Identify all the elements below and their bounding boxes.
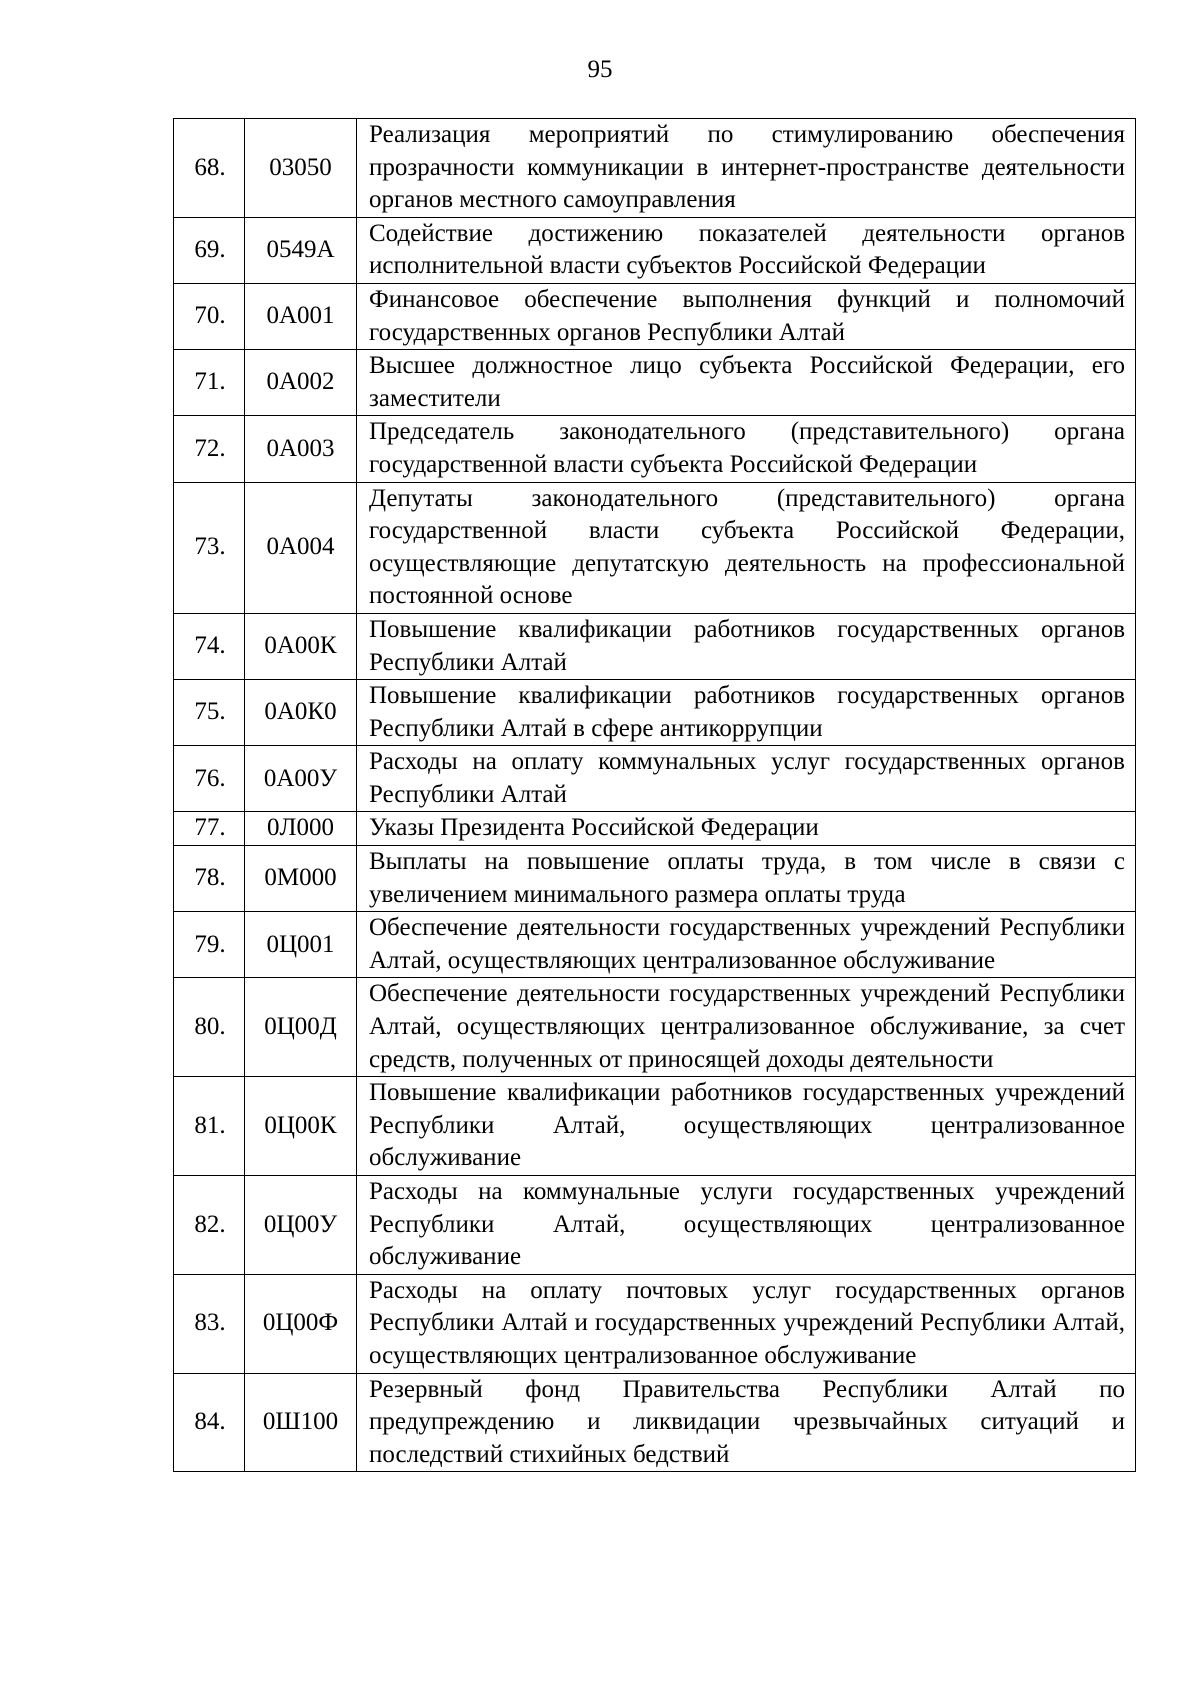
codes-table: [173, 118, 1136, 1472]
table-row: [174, 978, 1136, 1077]
row-code: 0А001: [245, 283, 357, 349]
row-description: Расходы на оплату коммунальных услуг государственных органов Республики Алтай: [357, 746, 1136, 812]
row-description: Расходы на коммунальные услуги государственных учреждений Республики Алтай, осуществляющих централизованное обслуживание: [357, 1176, 1136, 1275]
row-description: Финансовое обеспечение выполнения функций и полномочий государственных органов Республики Алтай: [357, 283, 1136, 349]
row-number: 79.: [174, 912, 245, 978]
row-code: 0Ц00К: [245, 1077, 357, 1176]
page-number: 95: [587, 56, 613, 83]
row-description: Председатель законодательного (представительного) органа государственной власти субъекта Российской Федерации: [357, 416, 1136, 482]
table-row: [174, 1373, 1136, 1472]
row-description: Обеспечение деятельности государственных учреждений Республики Алтай, осуществляющих централизованное обслуживание, за счет средств, полученных от приносящей доходы деятельности: [357, 978, 1136, 1077]
row-code: 0Л000: [245, 812, 357, 846]
row-number: 81.: [174, 1077, 245, 1176]
row-description: Повышение квалификации работников государственных органов Республики Алтай в сфере антикоррупции: [357, 680, 1136, 746]
row-code: 0А004: [245, 482, 357, 613]
row-number: 76.: [174, 746, 245, 812]
table-row: [174, 1176, 1136, 1275]
row-code: 0Ц00Д: [245, 978, 357, 1077]
row-description: Высшее должностное лицо субъекта Российской Федерации, его заместители: [357, 350, 1136, 416]
table-row: [174, 812, 1136, 846]
row-number: 70.: [174, 283, 245, 349]
row-code: 0А00У: [245, 746, 357, 812]
row-number: 82.: [174, 1176, 245, 1275]
row-description: Указы Президента Российской Федерации: [357, 812, 1136, 846]
table-row: [174, 416, 1136, 482]
table-row: [174, 846, 1136, 912]
row-code: 0М000: [245, 846, 357, 912]
row-number: 83.: [174, 1274, 245, 1373]
row-number: 75.: [174, 680, 245, 746]
row-code: 0А00К: [245, 613, 357, 679]
row-code: 03050: [245, 119, 357, 218]
table-row: [174, 217, 1136, 283]
row-number: 71.: [174, 350, 245, 416]
table-row: [174, 680, 1136, 746]
table-row: [174, 1274, 1136, 1373]
row-code: 0Ш100: [245, 1373, 357, 1472]
row-number: 80.: [174, 978, 245, 1077]
row-code: 0А003: [245, 416, 357, 482]
row-code: 0Ц00У: [245, 1176, 357, 1275]
row-code: 0Ц00Ф: [245, 1274, 357, 1373]
row-description: Содействие достижению показателей деятельности органов исполнительной власти субъектов Российской Федерации: [357, 217, 1136, 283]
row-number: 74.: [174, 613, 245, 679]
row-number: 77.: [174, 812, 245, 846]
row-description: Резервный фонд Правительства Республики Алтай по предупреждению и ликвидации чрезвычайных ситуаций и последствий стихийных бедствий: [357, 1373, 1136, 1472]
row-description: Депутаты законодательного (представительного) органа государственной власти субъекта Российской Федерации, осуществляющие депутатскую деятельность на профессиональной постоянной основе: [357, 482, 1136, 613]
row-code: 0А0К0: [245, 680, 357, 746]
row-code: 0А002: [245, 350, 357, 416]
table-row: [174, 613, 1136, 679]
table-row: [174, 746, 1136, 812]
row-code: 0Ц001: [245, 912, 357, 978]
codes-table-body: [174, 119, 1136, 1472]
row-number: 84.: [174, 1373, 245, 1472]
row-number: 68.: [174, 119, 245, 218]
table-row: [174, 482, 1136, 613]
row-code: 0549А: [245, 217, 357, 283]
table-row: [174, 350, 1136, 416]
row-description: Реализация мероприятий по стимулированию обеспечения прозрачности коммуникации в интернет-пространстве деятельности органов местного самоуправления: [357, 119, 1136, 218]
table-row: [174, 912, 1136, 978]
table-row: [174, 1077, 1136, 1176]
table-row: [174, 119, 1136, 218]
table-row: [174, 283, 1136, 349]
row-number: 69.: [174, 217, 245, 283]
row-number: 73.: [174, 482, 245, 613]
row-description: Повышение квалификации работников государственных учреждений Республики Алтай, осуществляющих централизованное обслуживание: [357, 1077, 1136, 1176]
row-description: Расходы на оплату почтовых услуг государственных органов Республики Алтай и государственных учреждений Республики Алтай, осуществляющих централизованное обслуживание: [357, 1274, 1136, 1373]
row-number: 72.: [174, 416, 245, 482]
row-number: 78.: [174, 846, 245, 912]
row-description: Повышение квалификации работников государственных органов Республики Алтай: [357, 613, 1136, 679]
row-description: Обеспечение деятельности государственных учреждений Республики Алтай, осуществляющих централизованное обслуживание: [357, 912, 1136, 978]
row-description: Выплаты на повышение оплаты труда, в том числе в связи с увеличением минимального размера оплаты труда: [357, 846, 1136, 912]
